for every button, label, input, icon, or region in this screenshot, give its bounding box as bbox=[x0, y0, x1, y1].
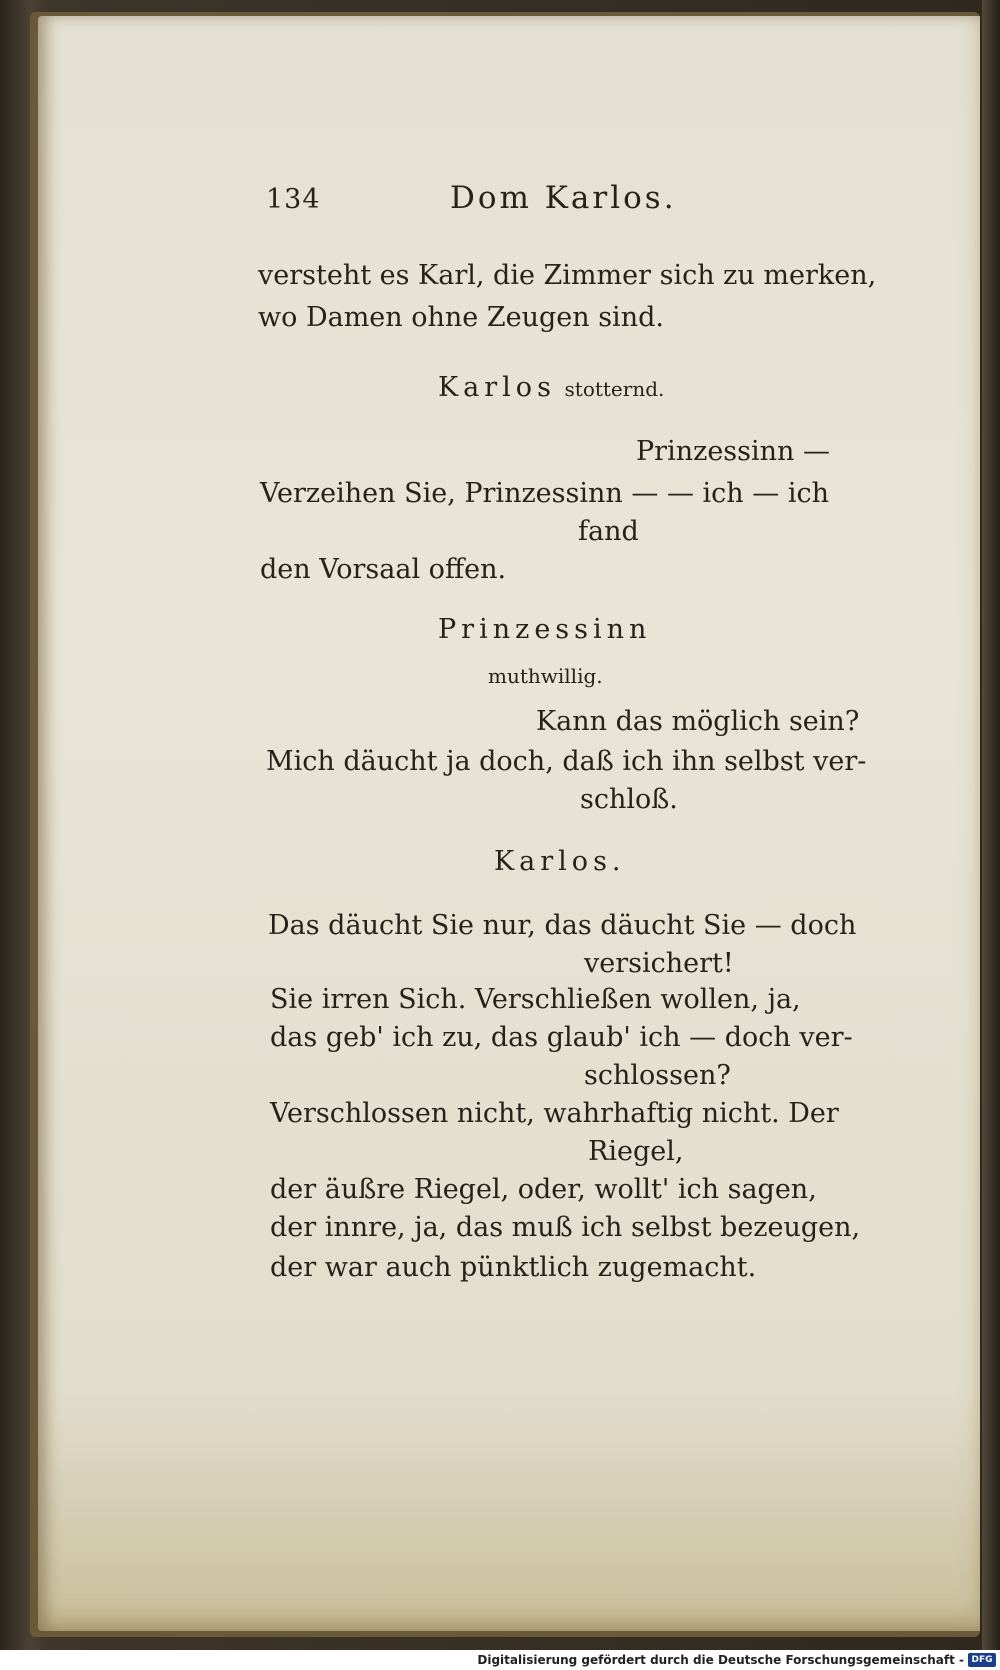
verse-line: Kann das möglich sein? bbox=[536, 706, 860, 737]
running-title: Dom Karlos. bbox=[450, 180, 677, 216]
verse-line: der äußre Riegel, oder, wollt' ich sagen, bbox=[270, 1174, 817, 1205]
speaker-prinzessinn: Prinzessinn bbox=[438, 614, 652, 645]
speaker-karlos: Karlos bbox=[438, 372, 556, 403]
verse-line: das geb' ich zu, das glaub' ich — doch ver- bbox=[270, 1022, 853, 1053]
book-page bbox=[38, 16, 980, 1631]
speaker-name bbox=[438, 372, 664, 405]
verse-line: versteht es Karl, die Zimmer sich zu merken, bbox=[258, 260, 877, 291]
verse-line: Mich däucht ja doch, daß ich ihn selbst ver- bbox=[266, 746, 867, 777]
verse-line: der innre, ja, das muß ich selbst bezeugen, bbox=[270, 1212, 861, 1243]
page-number: 134 bbox=[266, 184, 321, 215]
dfg-logo: DFG bbox=[968, 1653, 996, 1667]
digitization-footer bbox=[0, 1650, 1000, 1670]
verse-line: wo Damen ohne Zeugen sind. bbox=[258, 302, 664, 333]
verse-line: Sie irren Sich. Verschließen wollen, ja, bbox=[270, 984, 801, 1015]
verse-line: den Vorsaal offen. bbox=[260, 554, 507, 585]
verse-line-continuation: schloß. bbox=[580, 784, 678, 815]
book-spine bbox=[982, 0, 1000, 1650]
stage-direction: muthwillig. bbox=[488, 664, 603, 688]
verse-line-continuation: versichert! bbox=[584, 948, 734, 979]
verse-line-continuation: fand bbox=[578, 516, 639, 547]
verse-line-continuation: schlossen? bbox=[584, 1060, 731, 1091]
verse-line: Verzeihen Sie, Prinzessinn — — ich — ich bbox=[260, 478, 829, 509]
verse-line: Das däucht Sie nur, das däucht Sie — doch bbox=[268, 910, 857, 941]
verse-line-continuation: Riegel, bbox=[588, 1136, 684, 1167]
verse-line: Prinzessinn — bbox=[636, 436, 831, 467]
stage-direction: stotternd. bbox=[564, 377, 665, 401]
funding-credit: Digitalisierung gefördert durch die Deutsche Forschungsgemeinschaft - bbox=[477, 1653, 964, 1667]
verse-line: Verschlossen nicht, wahrhaftig nicht. Der bbox=[270, 1098, 839, 1129]
verse-line: der war auch pünktlich zugemacht. bbox=[270, 1252, 757, 1283]
speaker-karlos: Karlos. bbox=[494, 846, 626, 877]
